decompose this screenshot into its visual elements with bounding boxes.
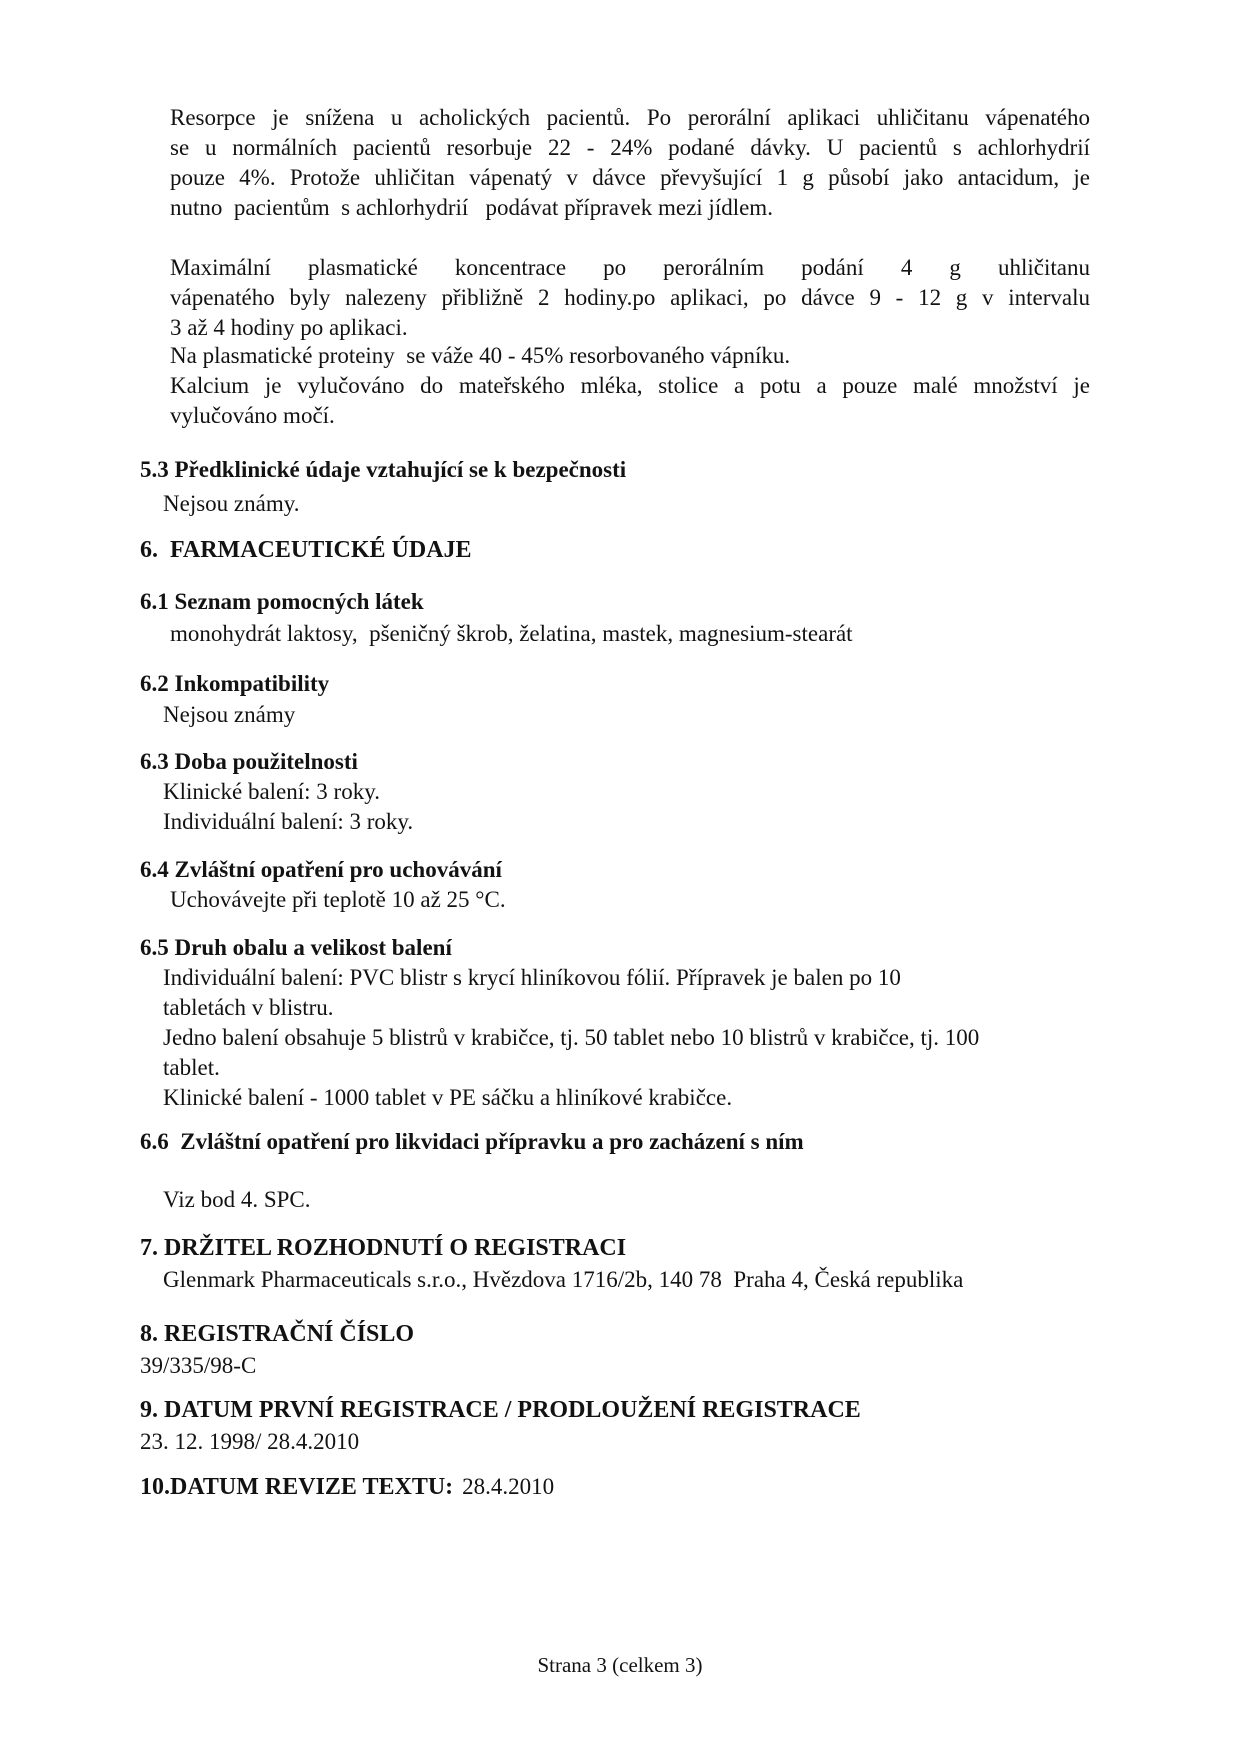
section-heading-9: 9. DATUM PRVNÍ REGISTRACE / PRODLOUŽENÍ REGISTRACE <box>140 1397 861 1423</box>
section-heading-6-3: 6.3 Doba použitelnosti <box>140 749 358 774</box>
section-body-6-5: tabletách v blistru. <box>163 995 334 1020</box>
section-heading-6-5: 6.5 Druh obalu a velikost balení <box>140 935 452 960</box>
section-body-6-6: Viz bod 4. SPC. <box>163 1187 311 1212</box>
section-body-6-1: monohydrát laktosy, pšeničný škrob, želatina, mastek, magnesium-stearát <box>170 621 853 646</box>
paragraph-line: Maximální plasmatické koncentrace po perorálním podání 4 g uhličitanu <box>170 255 1090 280</box>
paragraph-line: se u normálních pacientů resorbuje 22 - 24% podané dávky. U pacientů s achlorhydrií <box>170 135 1090 160</box>
section-body-6-5: Klinické balení - 1000 tablet v PE sáčku a hliníkové krabičce. <box>163 1085 733 1110</box>
paragraph-line: vylučováno močí. <box>170 403 335 428</box>
section-body-7: Glenmark Pharmaceuticals s.r.o., Hvězdova 1716/2b, 140 78 Praha 4, Česká republika <box>163 1267 964 1292</box>
paragraph-line: vápenatého byly nalezeny přibližně 2 hodiny.po aplikaci, po dávce 9 - 12 g v intervalu <box>170 285 1090 310</box>
section-body-6-4: Uchovávejte při teplotě 10 až 25 °C. <box>170 887 506 912</box>
section-body-6-5: Individuální balení: PVC blistr s krycí hliníkovou fólií. Přípravek je balen po 10 <box>163 965 901 990</box>
section-heading-6-4: 6.4 Zvláštní opatření pro uchovávání <box>140 857 502 882</box>
revision-date: 28.4.2010 <box>462 1474 555 1499</box>
page-footer: Strana 3 (celkem 3) <box>537 1653 703 1677</box>
paragraph-line: Resorpce je snížena u acholických pacientů. Po perorální aplikaci uhličitanu vápenatého <box>170 105 1090 130</box>
paragraph-line: Kalcium je vylučováno do mateřského mléka, stolice a potu a pouze malé množství je <box>170 373 1090 398</box>
section-heading-5-3: 5.3 Předklinické údaje vztahující se k bezpečnosti <box>140 457 627 482</box>
section-body-6-2: Nejsou známy <box>163 702 296 727</box>
revision-label: 10.DATUM REVIZE TEXTU: <box>140 1474 454 1500</box>
section-body-6-5: Jedno balení obsahuje 5 blistrů v krabičce, tj. 50 tablet nebo 10 blistrů v krabičce, tj. 100 <box>163 1025 980 1050</box>
section-body-8: 39/335/98-C <box>140 1353 257 1378</box>
section-body-5-3: Nejsou známy. <box>163 491 300 516</box>
section-heading-6-1: 6.1 Seznam pomocných látek <box>140 589 424 614</box>
section-heading-10 <box>140 1472 1090 1502</box>
paragraph-line: Na plasmatické proteiny se váže 40 - 45% resorbovaného vápníku. <box>170 343 791 368</box>
paragraph-line: pouze 4%. Protože uhličitan vápenatý v dávce převyšující 1 g působí jako antacidum, je <box>170 165 1090 190</box>
paragraph-line: 3 až 4 hodiny po aplikaci. <box>170 315 408 340</box>
section-body-6-3: Individuální balení: 3 roky. <box>163 809 414 834</box>
section-heading-8: 8. REGISTRAČNÍ ČÍSLO <box>140 1321 415 1347</box>
section-heading-6: 6. FARMACEUTICKÉ ÚDAJE <box>140 537 472 563</box>
section-heading-6-2: 6.2 Inkompatibility <box>140 671 330 696</box>
section-heading-7: 7. DRŽITEL ROZHODNUTÍ O REGISTRACI <box>140 1235 627 1261</box>
section-heading-6-6: 6.6 Zvláštní opatření pro likvidaci přípravku a pro zacházení s ním <box>140 1129 804 1154</box>
paragraph-line: nutno pacientům s achlorhydrií podávat přípravek mezi jídlem. <box>170 195 773 220</box>
section-body-9: 23. 12. 1998/ 28.4.2010 <box>140 1429 360 1454</box>
section-body-6-5: tablet. <box>163 1055 220 1080</box>
section-body-6-3: Klinické balení: 3 roky. <box>163 779 380 804</box>
